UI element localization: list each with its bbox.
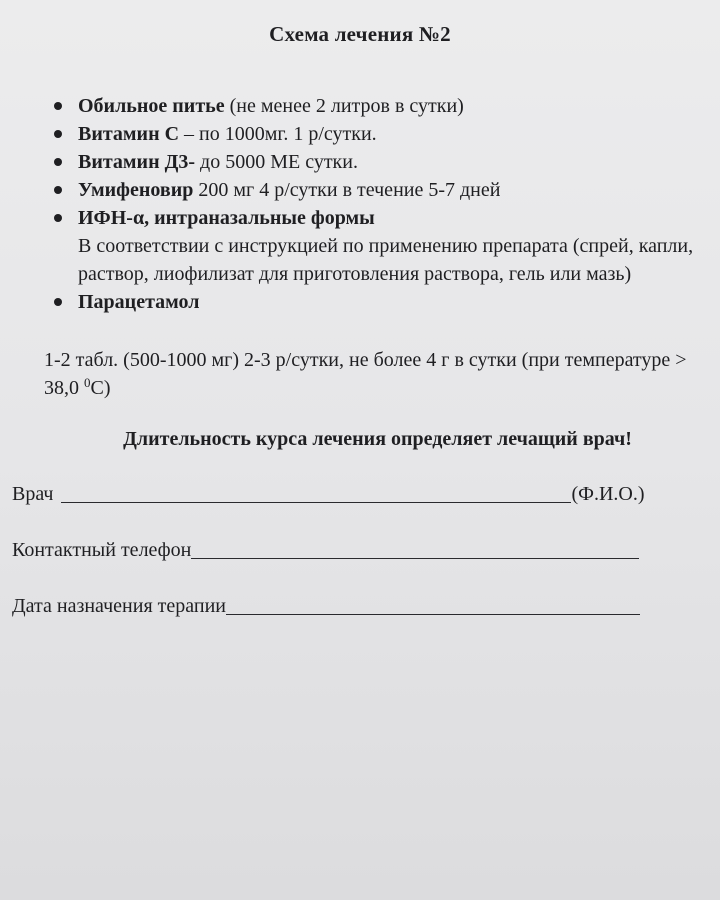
item-text: 200 мг 4 р/сутки в течение 5-7 дней xyxy=(193,179,501,201)
item-name: Витамин Д3- xyxy=(78,151,196,173)
doctor-label: Врач xyxy=(12,483,54,505)
phone-field[interactable] xyxy=(191,538,639,559)
duration-note: Длительность курса лечения определяет лечащий врач! xyxy=(123,428,632,450)
item-name: ИФН-α, интраназальные формы xyxy=(78,207,375,229)
item-extra-text: В соответствии с инструкцией по применению препарата (спрей, капли, раствор, лиофилизат для приготовления раствора, гель или мазь) xyxy=(78,235,694,285)
date-field[interactable] xyxy=(226,594,640,615)
list-item xyxy=(48,120,698,148)
item-name: Обильное питье xyxy=(78,95,225,117)
treatment-list xyxy=(48,92,698,316)
phone-row xyxy=(12,538,639,562)
document-title: Схема лечения №2 xyxy=(269,22,451,46)
date-row xyxy=(12,594,640,618)
item-text: (не менее 2 литров в сутки) xyxy=(224,95,464,117)
item-text: до 5000 МЕ сутки. xyxy=(195,151,358,173)
item-text: – по 1000мг. 1 р/сутки. xyxy=(179,123,377,145)
dosage-unit: С) xyxy=(90,377,111,399)
date-label: Дата назначения терапии xyxy=(12,595,227,617)
item-name: Парацетамол xyxy=(78,291,200,313)
item-name: Витамин С xyxy=(78,123,180,145)
list-item xyxy=(48,204,698,288)
dosage-text: 1-2 табл. (500-1000 мг) 2-3 р/сутки, не более 4 г в сутки (при температуре > 38,0 xyxy=(44,349,687,399)
paracetamol-dosage xyxy=(44,346,694,402)
item-name: Умифеновир xyxy=(78,179,194,201)
list-item xyxy=(48,148,698,176)
degree-mark: 0 xyxy=(84,375,91,390)
doctor-name-field[interactable] xyxy=(61,482,571,503)
list-item xyxy=(48,176,698,204)
doctor-row xyxy=(12,482,645,506)
doctor-name-suffix: (Ф.И.О.) xyxy=(571,483,645,505)
list-item xyxy=(48,288,698,316)
phone-label: Контактный телефон xyxy=(12,539,192,561)
list-item xyxy=(48,92,698,120)
